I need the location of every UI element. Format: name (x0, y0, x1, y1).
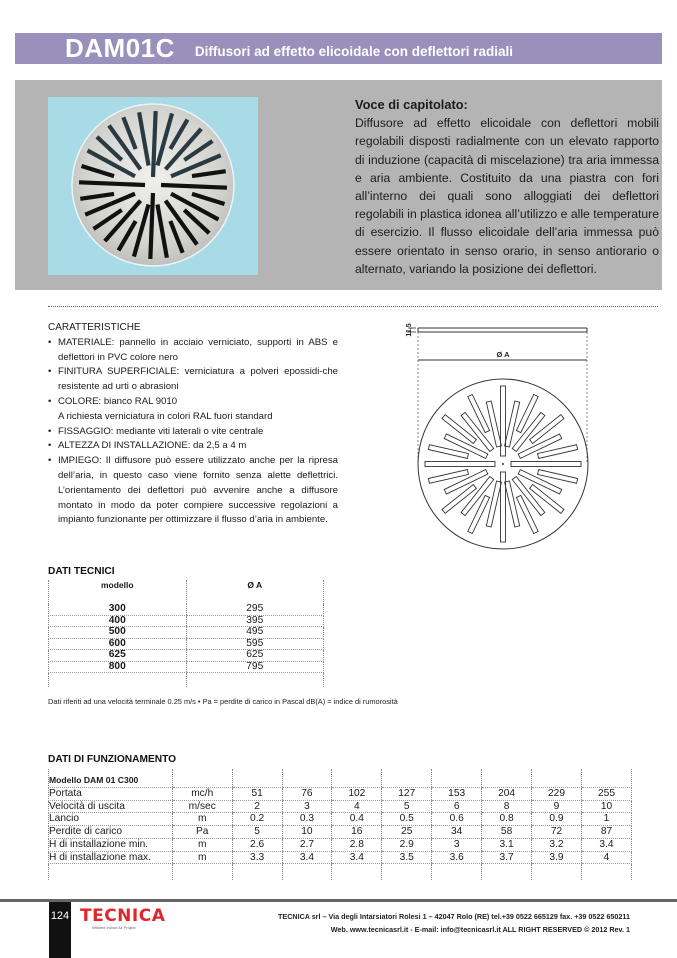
section-divider (48, 306, 658, 307)
data-note: Dati riferiti ad una velocità terminale 0.25 m/s • Pa = perdite di carico in Pascal dB(A) = indice di rumorosità (48, 697, 398, 706)
value-cell: 2.6 (232, 838, 282, 851)
operating-data-table (48, 769, 632, 880)
diameter-cell: 395 (186, 615, 324, 627)
value-cell: 3.9 (532, 851, 582, 864)
slot-outline (516, 495, 538, 533)
slot-outline (468, 495, 490, 533)
value-cell: 255 (581, 788, 631, 801)
value-cell: 127 (382, 788, 432, 801)
slot-outline (512, 477, 545, 516)
center-point (502, 463, 504, 465)
product-code: DAM01C (65, 33, 175, 63)
value-cell: 5 (232, 826, 282, 839)
diameter-cell: 495 (186, 627, 324, 639)
slot-outline (428, 470, 468, 484)
table-row (49, 800, 632, 813)
value-cell: 3.4 (332, 851, 382, 864)
feature-item: • ALTEZZA DI INSTALLAZIONE: da 2,5 a 4 m (48, 439, 338, 454)
technical-data-table (48, 580, 324, 687)
model-label: Modello DAM 01 C300 (49, 769, 173, 788)
value-cell: 3 (282, 800, 332, 813)
slot-outline (505, 481, 520, 527)
value-cell: 16 (332, 826, 382, 839)
diameter-cell: 295 (186, 604, 324, 615)
value-cell: 10 (282, 826, 332, 839)
thickness-label: 11,5 (406, 323, 413, 337)
table-row (49, 627, 324, 639)
value-cell: 0.2 (232, 813, 282, 826)
diameter-label: Ø A (496, 350, 510, 359)
value-cell: 4 (581, 851, 631, 864)
table-spacer-row (49, 673, 324, 688)
page-number: 124 (49, 902, 71, 958)
table-row (49, 788, 632, 801)
header-cell (532, 769, 582, 788)
diffuser-plate-outline (418, 379, 588, 549)
logo-tagline: Efficient Indoor Air Project (92, 926, 136, 930)
specification-title: Voce di capitolato: (355, 97, 468, 112)
value-cell: 4 (332, 800, 382, 813)
header-cell (282, 769, 332, 788)
row-label: H di installazione min. (49, 838, 173, 851)
feature-item: • FINITURA SUPERFICIALE: verniciatura a polveri epossidi-che resistente ad urti o abrasioni (48, 365, 338, 395)
value-cell: 34 (432, 826, 482, 839)
unit-cell: m (172, 851, 232, 864)
table-row (49, 650, 324, 662)
model-cell: 300 (49, 604, 187, 615)
table-header-row (49, 769, 632, 788)
table-row (49, 661, 324, 673)
slot-outline (516, 394, 538, 432)
value-cell: 0.4 (332, 813, 382, 826)
company-contacts: Web. www.tecnicasrl.it - E-mail: info@tecnicasrl.it ALL RIGHT RESERVED © 2012 Rev. 1 (330, 925, 630, 934)
model-cell: 500 (49, 627, 187, 639)
value-cell: 3.2 (532, 838, 582, 851)
value-cell: 6 (432, 800, 482, 813)
table-row (49, 638, 324, 650)
value-cell: 51 (232, 788, 282, 801)
value-cell: 0.6 (432, 813, 482, 826)
value-cell: 3.6 (432, 851, 482, 864)
company-logo: TECNICA (80, 906, 166, 926)
value-cell: 8 (482, 800, 532, 813)
row-label: Portata (49, 788, 173, 801)
table-row (49, 615, 324, 627)
row-label: Velocità di uscita (49, 800, 173, 813)
table-spacer-row (49, 864, 632, 881)
slot-outline (530, 415, 564, 444)
unit-cell: m (172, 813, 232, 826)
diameter-cell: 795 (186, 661, 324, 673)
technical-data-title: DATI TECNICI (48, 566, 115, 577)
value-cell: 153 (432, 788, 482, 801)
features-list (48, 336, 338, 528)
value-cell: 0.3 (282, 813, 332, 826)
features-title: CARATTERISTICHE (48, 322, 141, 333)
diffuser-photo-graphic (48, 97, 258, 275)
feature-item: • COLORE: bianco RAL 9010 A richiesta verniciatura in colori RAL fuori standard (48, 395, 338, 425)
specification-text (355, 96, 659, 278)
table-row (49, 851, 632, 864)
value-cell: 1 (581, 813, 631, 826)
column-header: modello (49, 580, 187, 604)
column-header: Ø A (186, 580, 324, 604)
value-cell: 87 (581, 826, 631, 839)
diffuser-drawing-graphic (360, 318, 610, 558)
header-cell (232, 769, 282, 788)
slot-outline (505, 401, 520, 447)
unit-cell: m/sec (172, 800, 232, 813)
slot-outline (468, 394, 490, 432)
value-cell: 204 (482, 788, 532, 801)
header-cell (172, 769, 232, 788)
value-cell: 2.7 (282, 838, 332, 851)
feature-item: • IMPIEGO: Il diffusore può essere utilizzato anche per la ripresa dell’aria, in questo caso viene fornito senza alette deflettrici. L’orientamento dei deflettori può avvenire anche a diffusore montato in modo da poter compiere successive regolazioni a impianto funzionante per ottimizzare il flusso d’aria in ambiente. (48, 454, 338, 528)
company-info (278, 910, 630, 936)
diameter-cell: 625 (186, 650, 324, 662)
title-bar (15, 33, 662, 64)
slot-outline (461, 412, 494, 451)
value-cell: 76 (282, 788, 332, 801)
feature-item: • MATERIALE: pannello in acciaio verniciato, supporti in ABS e deflettori in PVC colore nero (48, 336, 338, 366)
value-cell: 3.4 (581, 838, 631, 851)
slot-outline (428, 445, 468, 459)
value-cell: 3.3 (232, 851, 282, 864)
header-cell (482, 769, 532, 788)
value-cell: 3.7 (482, 851, 532, 864)
value-cell: 72 (532, 826, 582, 839)
deflector-slot (153, 111, 156, 177)
table-row (49, 604, 324, 615)
table-row (49, 826, 632, 839)
features-section (48, 321, 338, 528)
unit-cell: m (172, 838, 232, 851)
header-cell (382, 769, 432, 788)
slot-outline (530, 484, 564, 513)
model-cell: 800 (49, 661, 187, 673)
specification-body: Diffusore ad effetto elicoidale con deflettori mobili regolabili disposti radialmente con un elevato rapporto di induzione (capacità di miscelazione) tra aria immessa e aria ambiente. Costituito da una piastra con fori all’interno dei quali sono alloggiati dei deflettori regolabili in plastica idonea all’utilizzo e alle temperature di esercizio. Il flusso elicoidale dell’aria immessa può essere orientato in senso orario, in senso antiorario o alternato, variando la posizione dei deflettori. (355, 116, 659, 276)
feature-item: • FISSAGGIO: mediante viti laterali o vite centrale (48, 425, 338, 440)
operating-data-title: DATI DI FUNZIONAMENTO (48, 754, 177, 765)
deflector-slot (161, 185, 227, 188)
header-cell (332, 769, 382, 788)
slot-outline (538, 470, 578, 484)
footer-divider (0, 899, 677, 902)
model-cell: 625 (49, 650, 187, 662)
value-cell: 25 (382, 826, 432, 839)
table-header-row (49, 580, 324, 604)
model-cell: 600 (49, 638, 187, 650)
deflector-slot (79, 182, 145, 185)
value-cell: 229 (532, 788, 582, 801)
value-cell: 2.8 (332, 838, 382, 851)
value-cell: 0.9 (532, 813, 582, 826)
company-address: TECNICA srl – Via degli Intarsiatori Rolesi 1 – 42047 Rolo (RE) tel.+39 0522 665129 fax. +39 0522 650211 (278, 912, 630, 921)
header-cell (432, 769, 482, 788)
slot-outline (461, 477, 494, 516)
product-photo (48, 97, 258, 275)
row-label: Perdite di carico (49, 826, 173, 839)
slot-outline (486, 481, 501, 527)
table-row (49, 838, 632, 851)
slot-outline (511, 462, 581, 467)
value-cell: 2.9 (382, 838, 432, 851)
value-cell: 2 (232, 800, 282, 813)
value-cell: 102 (332, 788, 382, 801)
slot-outline (512, 412, 545, 451)
deflector-slot (150, 193, 153, 259)
value-cell: 9 (532, 800, 582, 813)
product-subtitle: Diffusori ad effetto elicoidale con deflettori radiali (194, 44, 513, 59)
value-cell: 0.5 (382, 813, 432, 826)
unit-cell: Pa (172, 826, 232, 839)
value-cell: 3.1 (482, 838, 532, 851)
row-label: H di installazione max. (49, 851, 173, 864)
value-cell: 10 (581, 800, 631, 813)
model-cell: 400 (49, 615, 187, 627)
technical-drawing (360, 318, 610, 558)
diameter-cell: 595 (186, 638, 324, 650)
slot-outline (425, 462, 495, 467)
slot-outline (486, 401, 501, 447)
slot-outline (442, 415, 476, 444)
slot-outline (538, 445, 578, 459)
table-row (49, 813, 632, 826)
value-cell: 3.5 (382, 851, 432, 864)
value-cell: 5 (382, 800, 432, 813)
row-label: Lancio (49, 813, 173, 826)
value-cell: 0.8 (482, 813, 532, 826)
header-cell (581, 769, 631, 788)
unit-cell: mc/h (172, 788, 232, 801)
value-cell: 58 (482, 826, 532, 839)
slot-outline (442, 484, 476, 513)
value-cell: 3 (432, 838, 482, 851)
value-cell: 3.4 (282, 851, 332, 864)
